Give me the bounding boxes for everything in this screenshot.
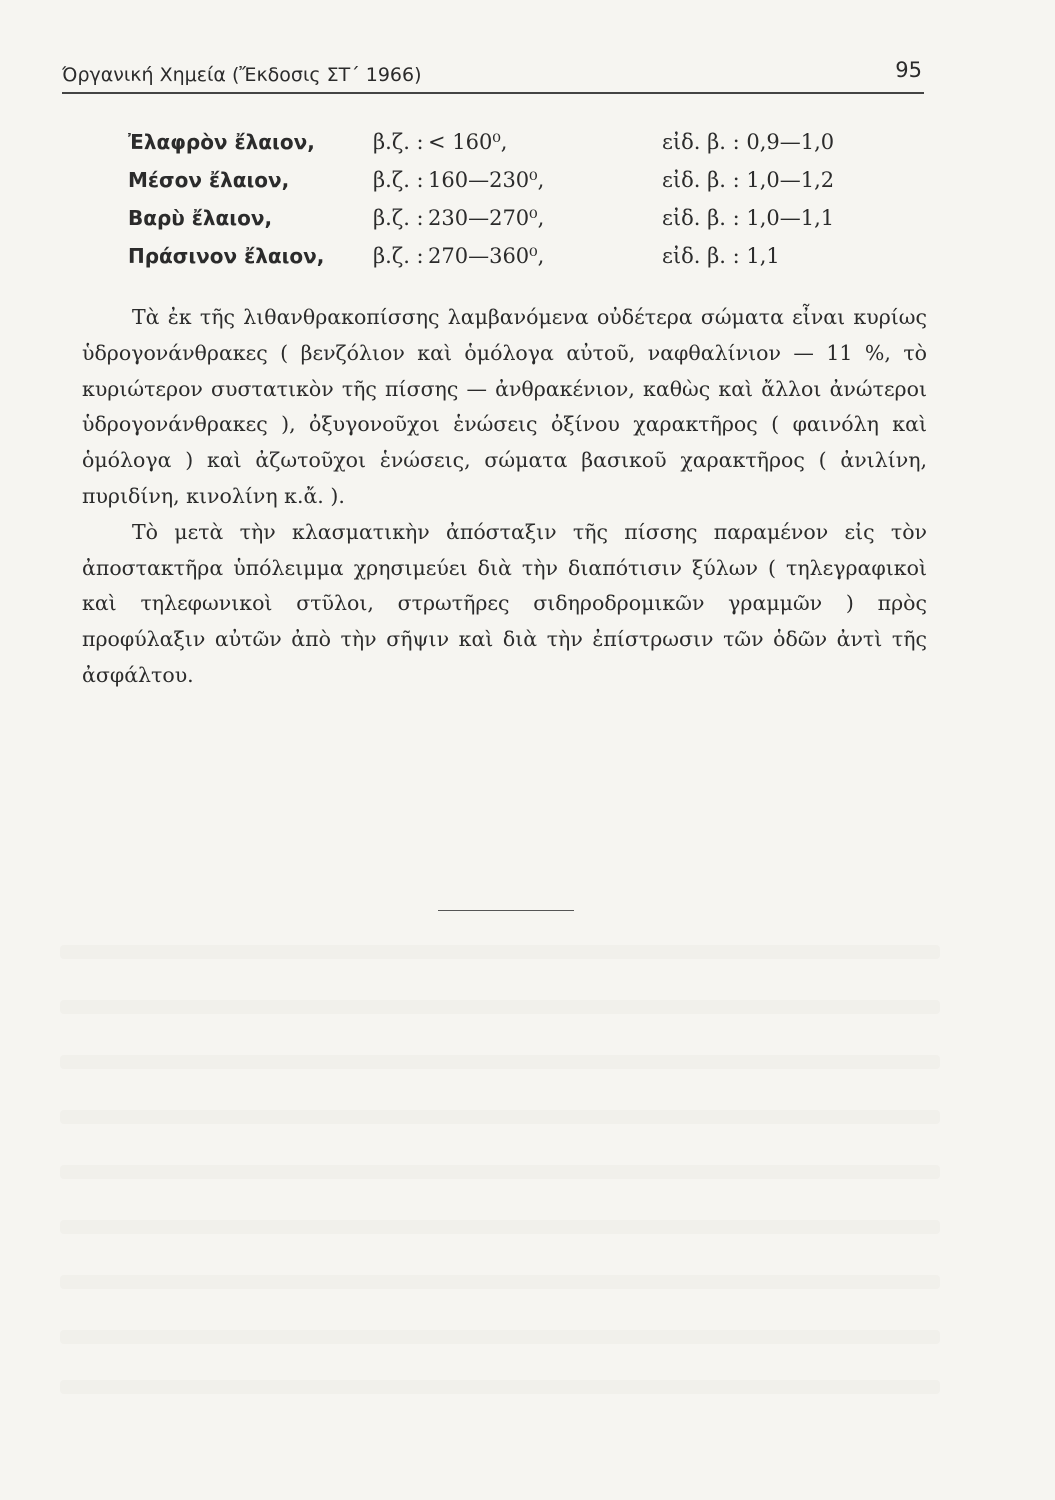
bleed-through-line xyxy=(60,1220,940,1234)
body-text xyxy=(82,300,927,694)
bleed-through-line xyxy=(60,1000,940,1014)
bleed-through-line xyxy=(60,945,940,959)
boiling-range: 160—230⁰, xyxy=(428,168,545,192)
running-header xyxy=(62,58,924,94)
oil-name: Μέσον ἔλαιον, xyxy=(128,168,290,192)
bleed-through-line xyxy=(60,1275,940,1289)
header-title: Όργανική Χημεία (Ἔκδοσις ΣΤ΄ 1966) xyxy=(62,64,422,86)
bleed-through-line xyxy=(60,1110,940,1124)
oil-name: Ἐλαφρὸν ἔλαιον, xyxy=(128,130,315,154)
boiling-point-label: β.ζ. : xyxy=(373,206,424,230)
oil-name: Πράσινον ἔλαιον, xyxy=(128,244,325,268)
oil-fractions-list xyxy=(128,130,908,282)
bleed-through-line xyxy=(60,1165,940,1179)
specific-gravity: εἰδ. β. : 1,1 xyxy=(662,244,780,268)
boiling-point-label: β.ζ. : xyxy=(373,130,424,154)
boiling-range: < 160⁰, xyxy=(428,130,508,154)
bleed-through-line xyxy=(60,1380,940,1394)
specific-gravity: εἰδ. β. : 0,9—1,0 xyxy=(662,130,835,154)
bleed-through-line xyxy=(60,1330,940,1344)
oil-fraction-row xyxy=(128,130,908,168)
oil-fraction-row xyxy=(128,168,908,206)
boiling-range: 270—360⁰, xyxy=(428,244,545,268)
boiling-range: 230—270⁰, xyxy=(428,206,545,230)
oil-fraction-row xyxy=(128,206,908,244)
specific-gravity: εἰδ. β. : 1,0—1,2 xyxy=(662,168,835,192)
oil-name: Βαρὺ ἔλαιον, xyxy=(128,206,273,230)
paragraph: Τὸ μετὰ τὴν κλασματικὴν ἀπόσταξιν τῆς πίσσης παραμένον εἰς τὸν ἀποστακτῆρα ὑπόλειμμα χρησιμεύει διὰ τὴν διαπότισιν ξύλων ( τηλεγραφικοὶ καὶ τηλεφωνικοὶ στῦλοι, στρωτῆρες σιδηροδρομικῶν γραμμῶν ) πρὸς προφύλαξιν αὐτῶν ἀπὸ τὴν σῆψιν καὶ διὰ τὴν ἐπίστρωσιν τῶν ὁδῶν ἀντὶ τῆς ἀσφάλτου. xyxy=(82,519,927,687)
paragraph: Τὰ ἐκ τῆς λιθανθρακοπίσσης λαμβανόμενα οὐδέτερα σώματα εἶναι κυρίως ὑδρογονάνθρακες ( βενζόλιον καὶ ὁμόλογα αὐτοῦ, ναφθαλίνιον — 11 %, τὸ κυριώτερον συστατικὸν τῆς πίσσης — ἀνθρακένιον, καθὼς καὶ ἄλλοι ἀνώτεροι ὑδρογονάνθρακες ), ὀξυγονοῦχοι ἑνώσεις ὀξίνου χαρακτῆρος ( φαινόλη καὶ ὁμόλογα ) καὶ ἀζωτοῦχοι ἑνώσεις, σώματα βασικοῦ χαρακτῆρος ( ἀνιλίνη, πυριδίνη, κινολίνη κ.ἄ. ). xyxy=(82,305,927,508)
section-divider xyxy=(438,910,574,911)
oil-fraction-row xyxy=(128,244,908,282)
page-number: 95 xyxy=(895,58,922,82)
bleed-through-line xyxy=(60,1055,940,1069)
boiling-point-label: β.ζ. : xyxy=(373,244,424,268)
specific-gravity: εἰδ. β. : 1,0—1,1 xyxy=(662,206,835,230)
boiling-point-label: β.ζ. : xyxy=(373,168,424,192)
